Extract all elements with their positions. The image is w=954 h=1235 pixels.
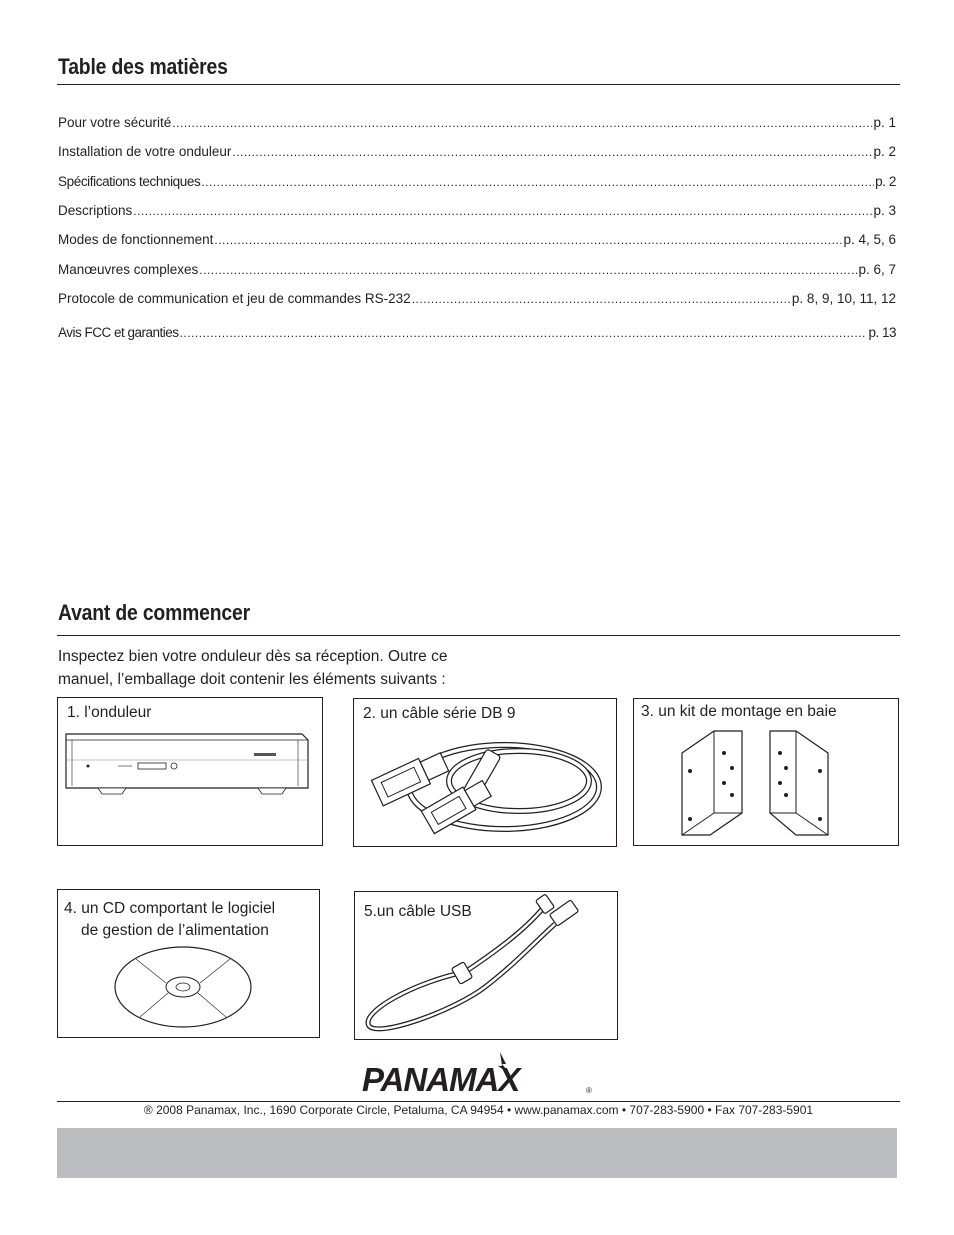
footer-bar	[57, 1128, 897, 1178]
toc-entry[interactable]	[58, 232, 896, 247]
toc-entry-page: p. 2	[873, 144, 896, 159]
toc-entry[interactable]	[58, 262, 896, 277]
item-box-ups	[57, 697, 323, 846]
item-label: 4. un CD comportant le logiciel	[64, 900, 276, 917]
toc-entry-label: Modes de fonctionnement	[58, 232, 214, 247]
toc-leader	[214, 232, 842, 247]
toc-entry-label: Descriptions	[58, 203, 133, 218]
toc-leader	[133, 203, 872, 218]
footer-rule	[57, 1101, 900, 1102]
toc-entry[interactable]	[58, 325, 896, 340]
cd-illustration	[58, 945, 319, 1037]
toc-entry[interactable]	[58, 203, 896, 218]
item-label: 1. l’onduleur	[67, 704, 152, 721]
panamax-logo	[360, 1050, 595, 1096]
toc-entry-label: Avis FCC et garanties	[58, 325, 179, 340]
toc-entry-page: p. 6, 7	[858, 262, 896, 277]
toc-title: Table des matières	[58, 54, 228, 79]
toc-entry-label: Spécifications techniques	[58, 174, 201, 189]
toc-leader	[199, 262, 857, 277]
item-box-usb-cable	[354, 891, 618, 1040]
toc-leader	[201, 174, 874, 189]
toc-entry-label: Pour votre sécurité	[58, 115, 172, 130]
intro-paragraph	[58, 645, 498, 691]
item-box-rack-kit	[633, 698, 899, 846]
toc-entry-page: p. 13	[868, 325, 896, 340]
toc-entry-page: p. 2	[875, 174, 896, 189]
footer-contact: ® 2008 Panamax, Inc., 1690 Corporate Circle, Petaluma, CA 94954 • www.panamax.com • 707-283-5900 • Fax 707-283-5901	[143, 1103, 814, 1117]
section-rule	[57, 635, 900, 636]
toc-entry[interactable]	[58, 115, 896, 130]
toc-leader	[172, 115, 872, 130]
intro-line: Inspectez bien votre onduleur dès sa réception. Outre ce	[58, 648, 448, 665]
toc-entry-label: Protocole de communication et jeu de commandes RS-232	[58, 291, 411, 306]
intro-line: manuel, l’emballage doit contenir les éléments suivants :	[58, 671, 446, 688]
toc-leader	[180, 325, 868, 340]
item-box-db9-cable	[353, 698, 617, 847]
toc-leader	[412, 291, 791, 306]
item-label: 5.un câble USB	[364, 903, 472, 920]
toc-entry[interactable]	[58, 291, 896, 306]
toc-rule	[57, 84, 900, 85]
db9-cable-illustration	[354, 729, 616, 846]
toc-entry[interactable]	[58, 174, 896, 189]
toc-entry-page: p. 1	[873, 115, 896, 130]
logo-text: PANAMAX	[362, 1061, 520, 1096]
item-label: 2. un câble série DB 9	[363, 705, 516, 722]
toc-entry-label: Installation de votre onduleur	[58, 144, 232, 159]
ups-illustration	[58, 726, 322, 845]
toc-entry-page: p. 3	[873, 203, 896, 218]
item-label: de gestion de l’alimentation	[81, 922, 269, 939]
item-box-cd	[57, 889, 320, 1038]
toc-entry[interactable]	[58, 144, 896, 159]
section-title: Avant de commencer	[58, 600, 250, 625]
toc-entry-page: p. 4, 5, 6	[843, 232, 896, 247]
usb-cable-illustration	[355, 892, 617, 1039]
item-label: 3. un kit de montage en baie	[641, 703, 837, 720]
logo-registered-mark: ®	[586, 1086, 592, 1095]
toc-leader	[232, 144, 872, 159]
rack-brackets-illustration	[634, 723, 898, 845]
toc-entry-page: p. 8, 9, 10, 11, 12	[791, 291, 896, 306]
toc-entry-label: Manœuvres complexes	[58, 262, 199, 277]
